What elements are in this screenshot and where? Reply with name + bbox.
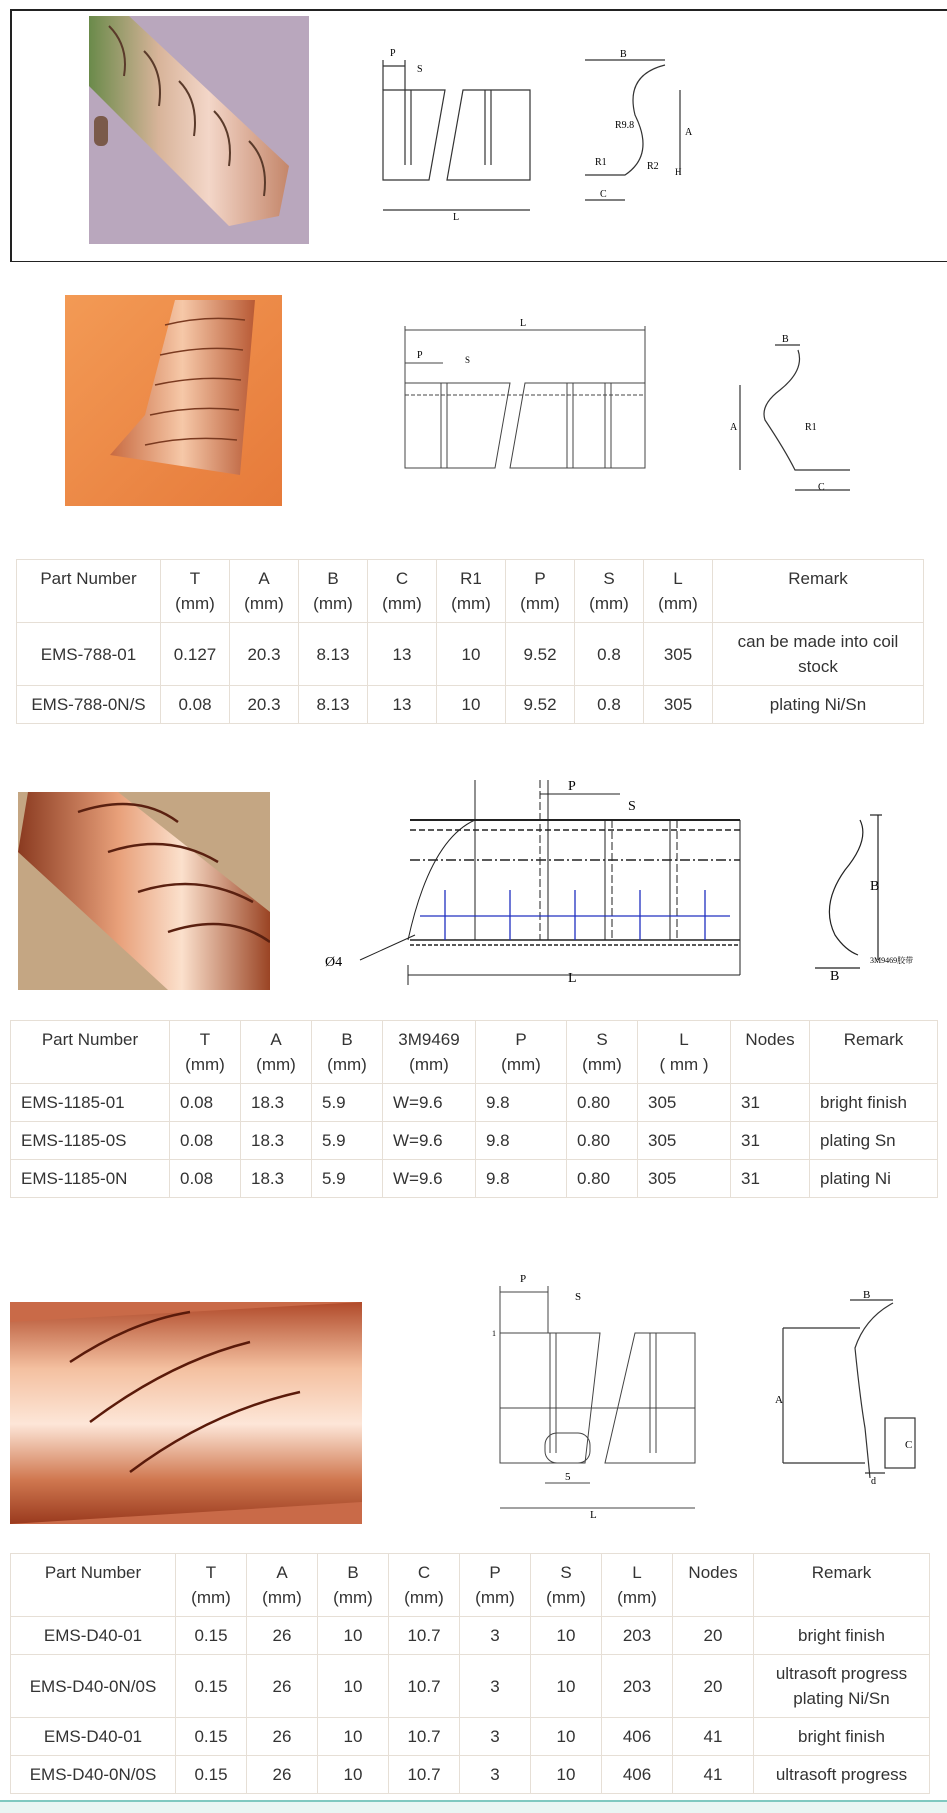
- label-r1: R1: [805, 422, 817, 433]
- cell: 10: [531, 1718, 602, 1756]
- bottom-scroll-strip: [0, 1800, 947, 1813]
- label-b-horizontal: B: [830, 969, 840, 984]
- cell: 9.52: [506, 623, 575, 686]
- label-r: R9.8: [615, 120, 635, 131]
- cell: 5.9: [312, 1084, 383, 1122]
- cell-part-number: EMS-1185-0S: [11, 1122, 170, 1160]
- cell-remark: ultrasoft progress plating Ni/Sn: [754, 1655, 930, 1718]
- label-phi: Ø4: [325, 955, 343, 970]
- cell: 0.127: [161, 623, 230, 686]
- cell: 13: [368, 686, 437, 724]
- col-header: B (mm): [299, 560, 368, 623]
- label-b: B: [863, 1289, 871, 1301]
- cell-part-number: EMS-D40-0N/0S: [11, 1756, 176, 1794]
- cell: 41: [673, 1756, 754, 1794]
- cell: 13: [368, 623, 437, 686]
- cell: 10: [531, 1756, 602, 1794]
- col-header: S (mm): [575, 560, 644, 623]
- table-row: [11, 1617, 930, 1655]
- label-b-vertical: B: [870, 879, 880, 894]
- drawing-front-view-2: [395, 318, 655, 478]
- product-photo-gasket-1: [89, 16, 309, 244]
- drawing-front-view-3: [320, 780, 750, 985]
- cell: 10.7: [389, 1617, 460, 1655]
- label-d: d: [871, 1476, 876, 1487]
- cell: 305: [638, 1122, 731, 1160]
- col-header: T (mm): [161, 560, 230, 623]
- cell: 26: [247, 1718, 318, 1756]
- col-header: R1 (mm): [437, 560, 506, 623]
- cell: 0.8: [575, 686, 644, 724]
- col-header: A (mm): [241, 1021, 312, 1084]
- cell-part-number: EMS-788-0N/S: [17, 686, 161, 724]
- col-header: L (mm): [602, 1554, 673, 1617]
- cell: 20: [673, 1617, 754, 1655]
- cell: 31: [731, 1122, 810, 1160]
- label-c: C: [600, 189, 607, 200]
- col-header: S (mm): [567, 1021, 638, 1084]
- drawing-front-view-4: [490, 1268, 705, 1523]
- col-header: B (mm): [312, 1021, 383, 1084]
- cell: 305: [638, 1084, 731, 1122]
- col-header: Remark: [754, 1554, 930, 1617]
- col-header: 3M9469 (mm): [383, 1021, 476, 1084]
- table-row: [11, 1122, 938, 1160]
- cell-remark: plating Ni: [810, 1160, 938, 1198]
- cell: 305: [638, 1160, 731, 1198]
- label-s: S: [417, 64, 423, 75]
- drawing-profile-3: [810, 810, 940, 990]
- cell-part-number: EMS-D40-01: [11, 1617, 176, 1655]
- spec-table-ems-788: [16, 559, 924, 724]
- cell: 0.15: [176, 1756, 247, 1794]
- cell-part-number: EMS-D40-0N/0S: [11, 1655, 176, 1718]
- cell: 10: [437, 686, 506, 724]
- cell-remark: bright finish: [754, 1718, 930, 1756]
- table-row: [11, 1718, 930, 1756]
- cell: 10: [531, 1655, 602, 1718]
- cell: 26: [247, 1617, 318, 1655]
- cell-remark: plating Sn: [810, 1122, 938, 1160]
- label-c: C: [905, 1439, 913, 1451]
- table-row: [17, 623, 924, 686]
- cell-remark: bright finish: [754, 1617, 930, 1655]
- col-header: S (mm): [531, 1554, 602, 1617]
- spec-table-ems-1185: [10, 1020, 938, 1198]
- col-header: L ( mm ): [638, 1021, 731, 1084]
- product-photo-gasket-2: [65, 295, 282, 506]
- drawing-profile-4: [775, 1288, 925, 1488]
- cell: 10: [318, 1655, 389, 1718]
- cell: 9.8: [476, 1160, 567, 1198]
- cell: 9.8: [476, 1084, 567, 1122]
- col-header: Nodes: [673, 1554, 754, 1617]
- cell: 20.3: [230, 623, 299, 686]
- label-l: L: [590, 1509, 597, 1521]
- col-header: T (mm): [176, 1554, 247, 1617]
- label-l: L: [453, 212, 460, 223]
- cell-part-number: EMS-1185-01: [11, 1084, 170, 1122]
- cell: 305: [644, 623, 713, 686]
- col-header: P (mm): [476, 1021, 567, 1084]
- cell: 3: [460, 1617, 531, 1655]
- label-b: B: [782, 334, 789, 345]
- cell: 10: [318, 1718, 389, 1756]
- cell: 3: [460, 1718, 531, 1756]
- col-header: A (mm): [230, 560, 299, 623]
- cell: W=9.6: [383, 1122, 476, 1160]
- cell: 9.52: [506, 686, 575, 724]
- cell-remark: plating Ni/Sn: [713, 686, 924, 724]
- label-l: L: [520, 318, 527, 329]
- cell: W=9.6: [383, 1160, 476, 1198]
- cell: 0.15: [176, 1655, 247, 1718]
- label-a: A: [685, 127, 693, 138]
- cell-remark: can be made into coil stock: [713, 623, 924, 686]
- col-header: Remark: [713, 560, 924, 623]
- col-header: Remark: [810, 1021, 938, 1084]
- cell: 203: [602, 1655, 673, 1718]
- table-row: [11, 1756, 930, 1794]
- col-header: Part Number: [17, 560, 161, 623]
- cell: 10: [318, 1617, 389, 1655]
- col-header: P (mm): [506, 560, 575, 623]
- label-tape: 3M9469胶带: [870, 956, 914, 965]
- table-row: [11, 1084, 938, 1122]
- cell: 5.9: [312, 1122, 383, 1160]
- cell: 9.8: [476, 1122, 567, 1160]
- cell: 0.15: [176, 1718, 247, 1756]
- drawing-profile-1: [575, 45, 725, 215]
- cell: 8.13: [299, 686, 368, 724]
- label-r1: R1: [595, 157, 607, 168]
- cell: 0.8: [575, 623, 644, 686]
- label-p: P: [568, 780, 576, 794]
- table-row: [17, 686, 924, 724]
- cell-remark: ultrasoft progress: [754, 1756, 930, 1794]
- col-header: A (mm): [247, 1554, 318, 1617]
- cell: 0.80: [567, 1084, 638, 1122]
- cell: 10.7: [389, 1718, 460, 1756]
- spec-table-ems-d40: [10, 1553, 930, 1794]
- table-row: [11, 1655, 930, 1718]
- cell: 26: [247, 1756, 318, 1794]
- cell: 3: [460, 1756, 531, 1794]
- cell: 305: [644, 686, 713, 724]
- label-s: S: [465, 355, 471, 365]
- cell: 0.15: [176, 1617, 247, 1655]
- cell: 10: [437, 623, 506, 686]
- cell: 0.80: [567, 1160, 638, 1198]
- label-c: C: [818, 482, 825, 493]
- cell: 31: [731, 1084, 810, 1122]
- label-one: 1: [492, 1329, 496, 1338]
- label-p: P: [417, 350, 423, 361]
- cell: 26: [247, 1655, 318, 1718]
- cell: 10: [318, 1756, 389, 1794]
- col-header: Nodes: [731, 1021, 810, 1084]
- cell: 10: [531, 1617, 602, 1655]
- label-s: S: [575, 1291, 582, 1303]
- label-h: H: [675, 167, 682, 177]
- label-p: P: [520, 1273, 527, 1285]
- drawing-front-view-1: [375, 40, 540, 225]
- cell: 0.08: [161, 686, 230, 724]
- cell: 8.13: [299, 623, 368, 686]
- product-photo-gasket-4: [10, 1302, 362, 1524]
- label-s: S: [628, 799, 636, 814]
- cell-part-number: EMS-788-01: [17, 623, 161, 686]
- cell: W=9.6: [383, 1084, 476, 1122]
- table-header-row: [17, 560, 924, 623]
- col-header: L (mm): [644, 560, 713, 623]
- cell: 5.9: [312, 1160, 383, 1198]
- cell: 20.3: [230, 686, 299, 724]
- cell: 18.3: [241, 1084, 312, 1122]
- cell: 10.7: [389, 1655, 460, 1718]
- col-header: B (mm): [318, 1554, 389, 1617]
- col-header: Part Number: [11, 1021, 170, 1084]
- col-header: P (mm): [460, 1554, 531, 1617]
- cell-part-number: EMS-1185-0N: [11, 1160, 170, 1198]
- table-row: [11, 1160, 938, 1198]
- cell: 20: [673, 1655, 754, 1718]
- table-header-row: [11, 1554, 930, 1617]
- label-a: A: [775, 1394, 783, 1406]
- cell: 203: [602, 1617, 673, 1655]
- col-header: T (mm): [170, 1021, 241, 1084]
- col-header: C (mm): [389, 1554, 460, 1617]
- cell: 41: [673, 1718, 754, 1756]
- label-five: 5: [565, 1471, 571, 1483]
- cell: 0.08: [170, 1084, 241, 1122]
- cell: 0.08: [170, 1122, 241, 1160]
- cell: 31: [731, 1160, 810, 1198]
- label-a: A: [730, 422, 738, 433]
- cell: 0.80: [567, 1122, 638, 1160]
- label-r2: R2: [647, 161, 659, 172]
- cell: 406: [602, 1756, 673, 1794]
- col-header: C (mm): [368, 560, 437, 623]
- product-photo-gasket-3: [18, 792, 270, 990]
- cell: 3: [460, 1655, 531, 1718]
- cell: 10.7: [389, 1756, 460, 1794]
- cell: 18.3: [241, 1160, 312, 1198]
- drawing-profile-2: [730, 330, 860, 505]
- cell-part-number: EMS-D40-01: [11, 1718, 176, 1756]
- label-p: P: [390, 48, 396, 59]
- col-header: Part Number: [11, 1554, 176, 1617]
- cell: 406: [602, 1718, 673, 1756]
- label-b: B: [620, 49, 627, 60]
- cell-remark: bright finish: [810, 1084, 938, 1122]
- cell: 18.3: [241, 1122, 312, 1160]
- table-header-row: [11, 1021, 938, 1084]
- label-l: L: [568, 971, 577, 985]
- cell: 0.08: [170, 1160, 241, 1198]
